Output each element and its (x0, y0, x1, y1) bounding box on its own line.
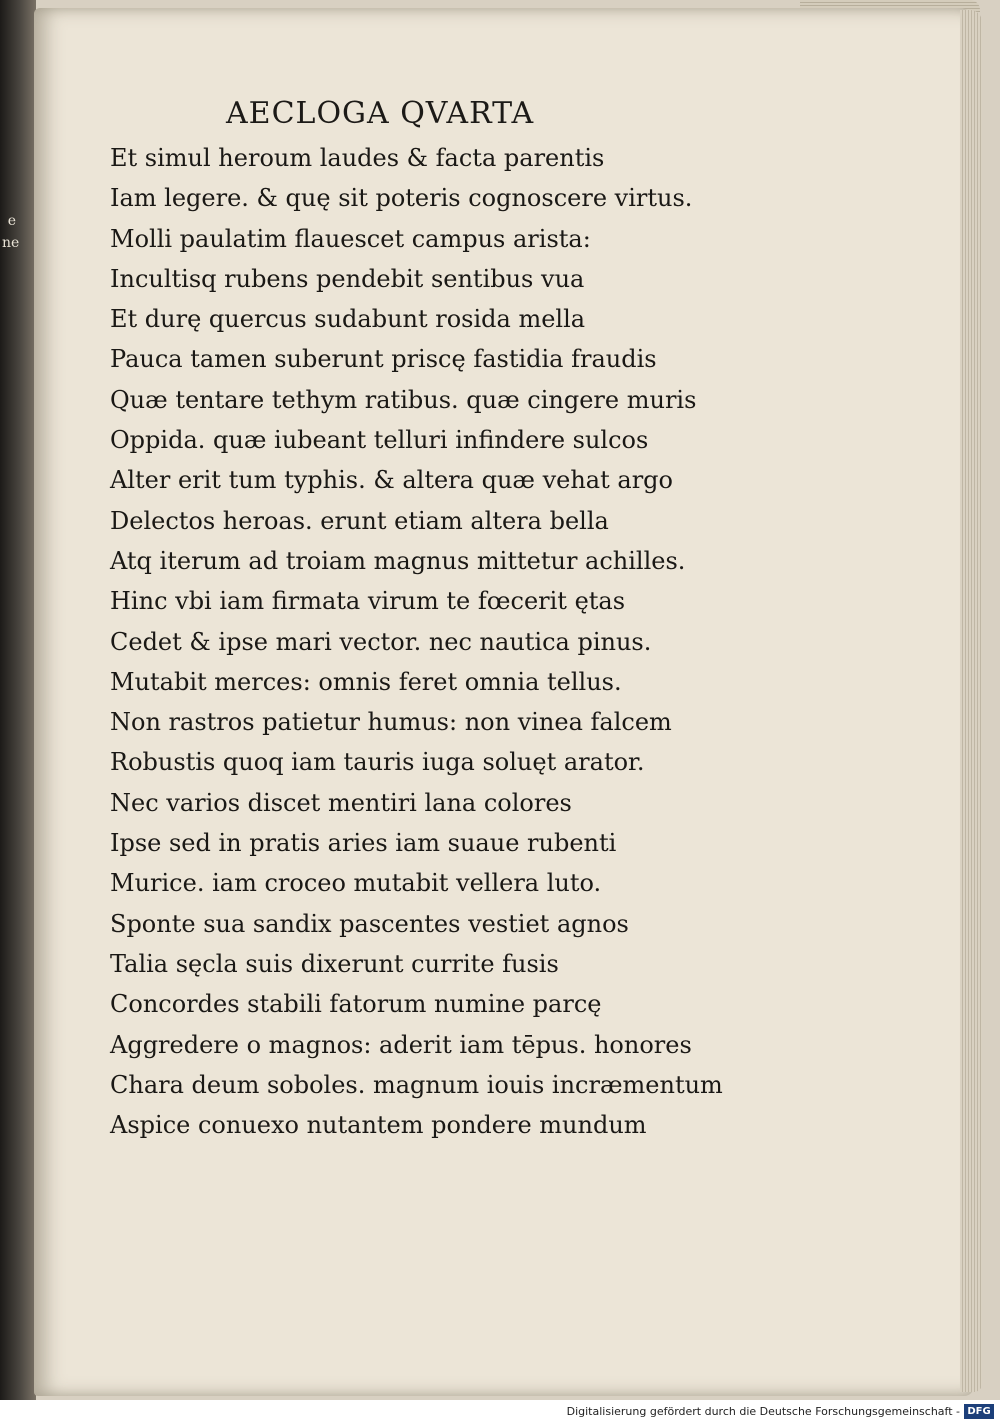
verse-line: Quæ tentare tethym ratibus. quæ cingere muris (110, 385, 697, 414)
verse-line: Aspice conuexo nutantem pondere mundum (110, 1111, 647, 1140)
verse-line: Delectos heroas. erunt etiam altera bella (110, 506, 609, 535)
verse-line: Mutabit merces: omnis feret omnia tellus. (110, 667, 622, 696)
verse-line: Hinc vbi iam firmata virum te fœcerit ętas (110, 587, 626, 616)
verse-line: Murice. iam croceo mutabit vellera luto. (110, 869, 602, 898)
page-heading: AECLOGA QVARTA (226, 96, 535, 131)
margin-fragment: ne (2, 235, 20, 251)
verse-line: Oppida. quæ iubeant telluri infindere sulcos (110, 426, 649, 455)
verse-line: Incultisq rubens pendebit sentibus vua (110, 264, 585, 293)
verse-line: Iam legere. & quę sit poteris cognoscere virtus. (110, 184, 693, 213)
previous-page-fragments (2, 210, 20, 254)
verse-line: Ipse sed in pratis aries iam suaue rubenti (110, 829, 617, 858)
verse-line: Sponte sua sandix pascentes vestiet agnos (110, 909, 629, 938)
digitization-credit: Digitalisierung gefördert durch die Deutsche Forschungsgemeinschaft - (566, 1405, 960, 1418)
margin-fragment: e (7, 213, 16, 229)
verse-line: Cedet & ipse mari vector. nec nautica pinus. (110, 627, 652, 656)
verse-line: Robustis quoq iam tauris iuga soluęt arator. (110, 748, 645, 777)
verse-line: Aggredere o magnos: aderit iam tēpus. honores (110, 1030, 692, 1059)
verse-line: Alter erit tum typhis. & altera quæ vehat argo (110, 466, 673, 495)
page-stack-right-edge (960, 10, 982, 1392)
previous-page-sliver (0, 0, 36, 1400)
verse-line: Chara deum soboles. magnum iouis incræmentum (110, 1070, 723, 1099)
verse-line: Atq iterum ad troiam magnus mittetur achilles. (110, 546, 686, 575)
verse-line: Concordes stabili fatorum numine parcę (110, 990, 602, 1019)
dfg-logo: DFG (964, 1404, 994, 1419)
verse-line: Et simul heroum laudes & facta parentis (110, 144, 605, 172)
verse-line: Nec varios discet mentiri lana colores (110, 788, 572, 817)
verse-list (110, 138, 723, 1145)
verse-line: Pauca tamen suberunt priscę fastidia fraudis (110, 345, 657, 374)
verse-line: Talia sęcla suis dixerunt currite fusis (110, 949, 559, 978)
verse-line: Non rastros patietur humus: non vinea falcem (110, 708, 672, 737)
verse-line: Et durę quercus sudabunt rosida mella (110, 305, 586, 334)
verse-line: Molli paulatim flauescet campus arista: (110, 224, 591, 253)
